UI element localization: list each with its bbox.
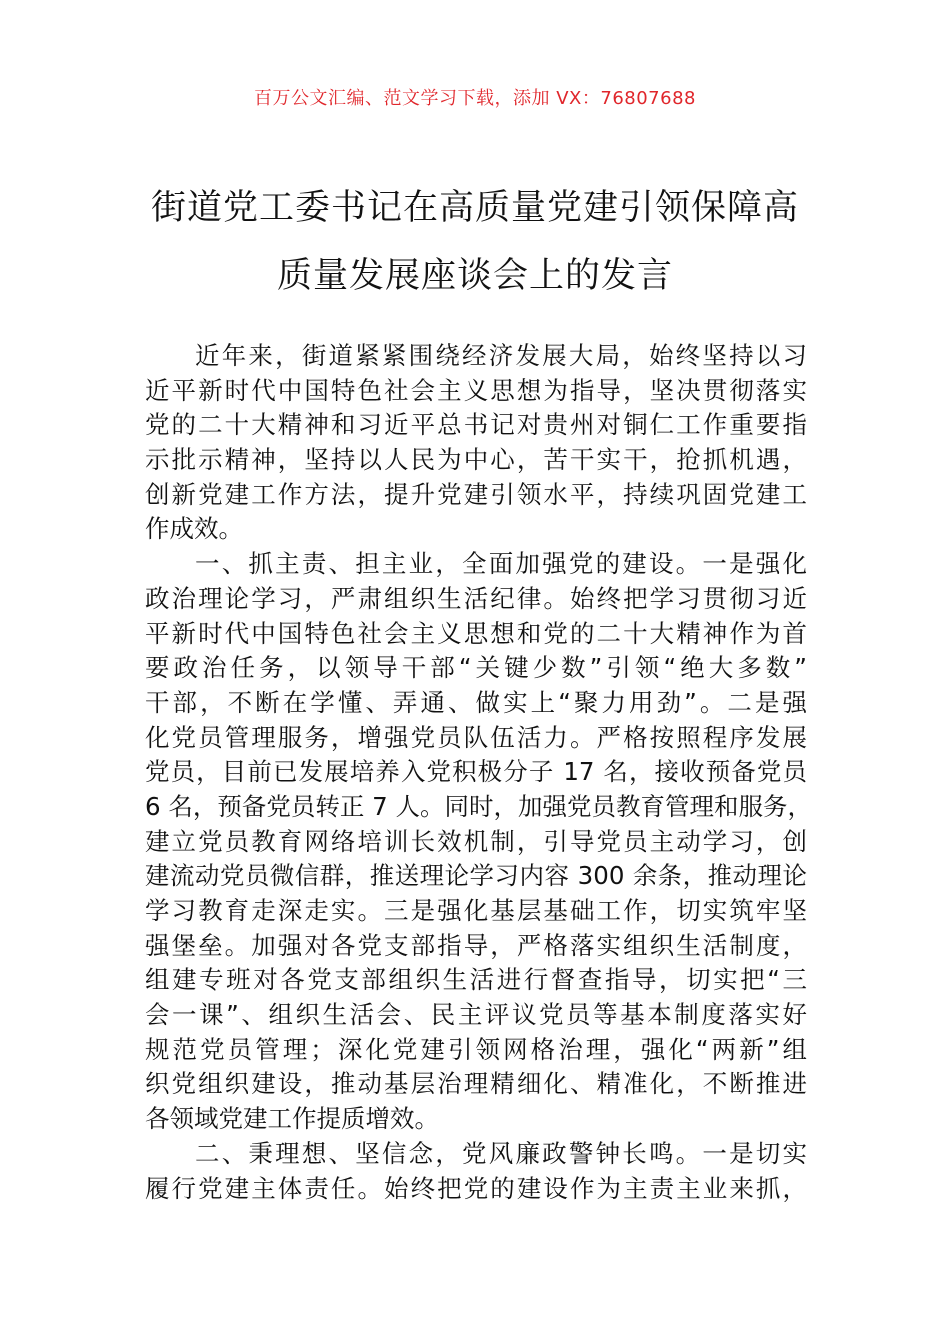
document-title-line-2: 质量发展座谈会上的发言 bbox=[276, 256, 673, 296]
paragraph-line: 近年来，街道紧紧围绕经济发展大局，始终坚持以习 bbox=[195, 341, 807, 370]
watermark-banner: 百万公文汇编、范文学习下载，添加 VX：76807688 bbox=[254, 88, 696, 109]
paragraph-line: 要政治任务，以领导干部“关键少数”引领“绝大多数” bbox=[145, 653, 807, 683]
paragraph-line: 二、秉理想、坚信念，党风廉政警钟长鸣。一是切实 bbox=[195, 1138, 807, 1168]
paragraph-line: 强堡垒。加强对各党支部指导，严格落实组织生活制度， bbox=[145, 930, 807, 960]
paragraph-line: 党的二十大精神和习近平总书记对贵州对铜仁工作重要指 bbox=[145, 410, 807, 440]
paragraph-line: 一、抓主责、担主业，全面加强党的建设。一是强化 bbox=[195, 549, 807, 579]
paragraph-line: 建立党员教育网络培训长效机制，引导党员主动学习，创 bbox=[145, 826, 807, 856]
document-title-line-1: 街道党工委书记在高质量党建引领保障高 bbox=[150, 188, 799, 228]
paragraph-line: 履行党建主体责任。始终把党的建设作为主责主业来抓， bbox=[145, 1173, 807, 1203]
paragraph-line: 会一课”、组织生活会、民主评议党员等基本制度落实好 bbox=[145, 1000, 807, 1030]
paragraph-line: 各领域党建工作提质增效。 bbox=[145, 1104, 439, 1134]
paragraph-line: 建流动党员微信群，推送理论学习内容 300 余条，推动理论 bbox=[145, 861, 807, 891]
paragraph-line: 党员，目前已发展培养入党积极分子 17 名，接收预备党员 bbox=[145, 757, 807, 787]
paragraph-line: 平新时代中国特色社会主义思想和党的二十大精神作为首 bbox=[145, 618, 807, 648]
paragraph-line: 6 名，预备党员转正 7 人。同时，加强党员教育管理和服务， bbox=[145, 791, 813, 821]
document-body bbox=[145, 339, 813, 1206]
paragraph-line: 干部，不断在学懂、弄通、做实上“聚力用劲”。二是强 bbox=[145, 687, 807, 717]
paragraph-line: 学习教育走深走实。三是强化基层基础工作，切实筑牢坚 bbox=[145, 896, 807, 925]
paragraph-line: 组建专班对各党支部组织生活进行督查指导，切实把“三 bbox=[145, 965, 807, 995]
paragraph-line: 作成效。 bbox=[145, 514, 243, 544]
paragraph-line: 近平新时代中国特色社会主义思想为指导，坚决贯彻落实 bbox=[145, 375, 807, 405]
paragraph-line: 规范党员管理；深化党建引领网格治理，强化“两新”组 bbox=[145, 1034, 807, 1064]
paragraph-line: 示批示精神，坚持以人民为中心，苦干实干，抢抓机遇， bbox=[145, 445, 807, 475]
paragraph-line: 创新党建工作方法，提升党建引领水平，持续巩固党建工 bbox=[145, 479, 807, 509]
paragraph-line: 政治理论学习，严肃组织生活纪律。始终把学习贯彻习近 bbox=[145, 583, 807, 613]
paragraph-line: 化党员管理服务，增强党员队伍活力。严格按照程序发展 bbox=[145, 722, 807, 752]
paragraph-line: 织党组织建设，推动基层治理精细化、精准化，不断推进 bbox=[145, 1069, 807, 1099]
